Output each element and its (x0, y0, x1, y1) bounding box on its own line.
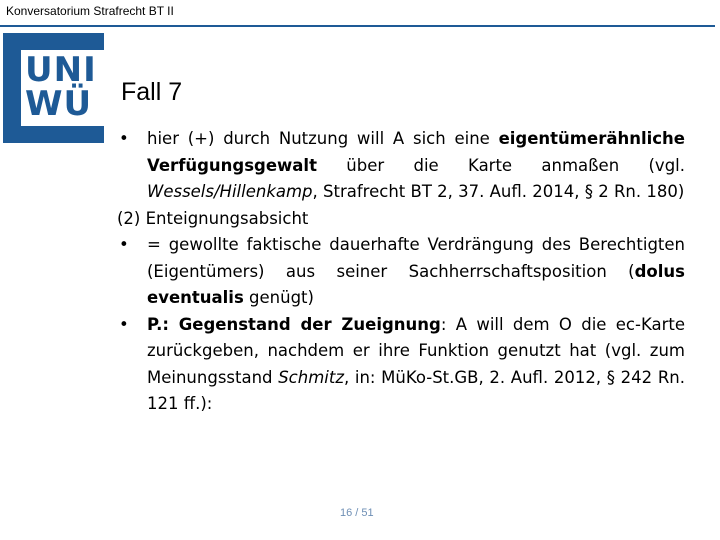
text-run: : A will dem O die ec-Karte zurückgeben, nachdem er ihre Funktion genutzt hat (vgl. zum Meinungsstand (147, 314, 685, 387)
university-logo (3, 33, 104, 143)
numbered-heading: (2) Enteignungsabsicht (117, 208, 309, 228)
bullet-icon: • (119, 314, 129, 334)
text-run: hier (+) durch Nutzung will A sich eine (147, 129, 499, 148)
cited-author: Wessels/Hillenkamp (147, 182, 313, 201)
text-run: = gewollte faktische dauerhafte Verdrängung des Berechtigten (Eigentümers) aus seiner Sachherrschaftsposition ( (147, 235, 685, 281)
bold-term: eigentümerähnliche Verfügungsgewalt (147, 129, 685, 175)
bullet-icon: • (119, 129, 129, 148)
header-divider (0, 25, 715, 27)
logo-inner-panel (21, 50, 104, 126)
cited-author: Schmitz (278, 367, 344, 387)
text-run: , Strafrecht BT 2, 37. Aufl. 2014, § 2 Rn. 180) (312, 182, 685, 201)
bullet-item-1 (117, 126, 685, 206)
bullet-item-3 (117, 312, 685, 418)
header-title: Konversatorium Strafrecht BT II (6, 4, 174, 18)
text-run: genügt) (243, 288, 314, 307)
page-number: 16 / 51 (340, 507, 374, 519)
slide-title: Fall 7 (121, 78, 183, 106)
slide-content (117, 126, 685, 418)
bullet-item-2 (117, 232, 685, 312)
bullet-icon: • (119, 235, 129, 254)
logo-text-line2: WÜ (25, 84, 93, 124)
bold-term: P.: Gegenstand der Zueignung (147, 314, 441, 334)
text-run: , in: MüKo-St.GB, 2. Aufl. 2012, § 242 Rn. 121 ff.): (147, 367, 685, 413)
text-run: über die Karte anmaßen (vgl. (316, 155, 685, 175)
logo-text-line1: UNI (25, 50, 97, 90)
bold-term: dolus eventualis (147, 261, 685, 307)
